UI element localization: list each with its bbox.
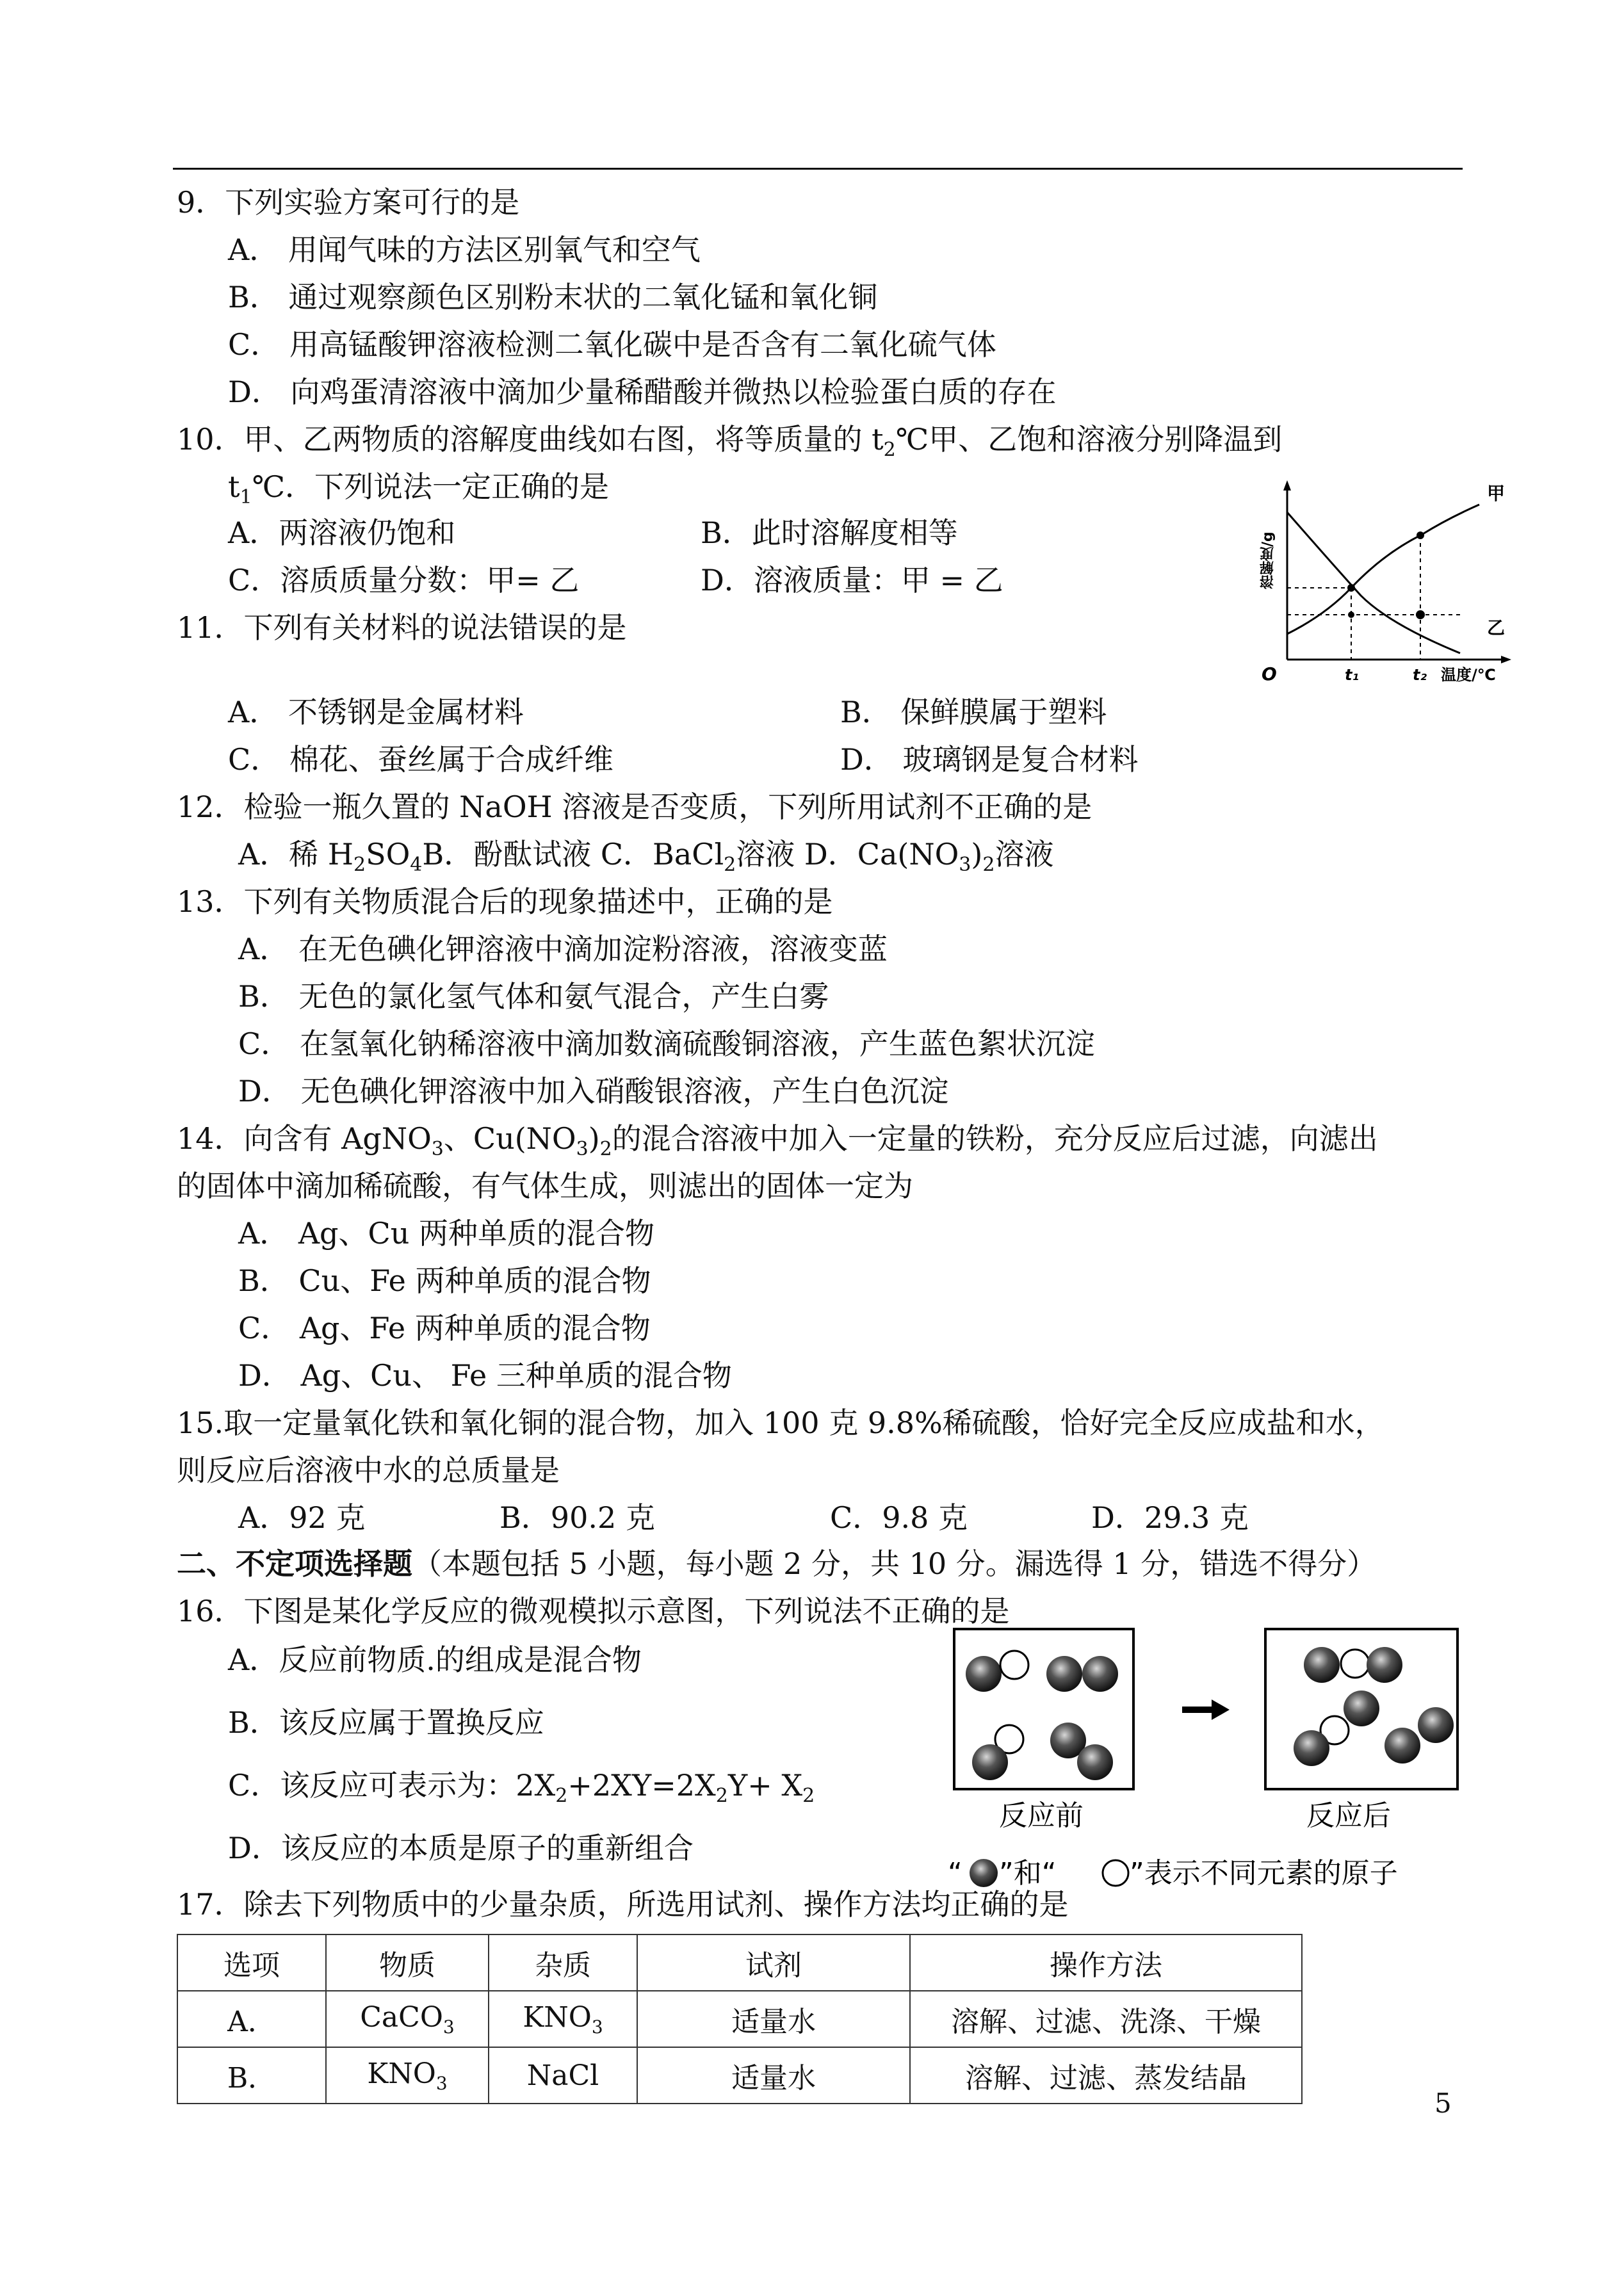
q14-stem: 14．向含有 AgNO$_3$、$Cu(NO_3)_2$的混合溶液中加入一定量的铁粉，充分反应后过滤，向滤出 [177,1121,1378,1161]
legend-open-quote: “ [948,1857,962,1890]
header-rule [173,168,1463,170]
q14-option-b: B． Cu、Fe 两种单质的混合物 [238,1263,651,1298]
row-a-impurity: $KNO_3$ [489,1991,637,2047]
row-b-reagent: 适量水 [637,2047,910,2104]
q12-options: A．稀 $H_2SO_4B$．酚酞试液 C．BaCl$_2$溶液 D．$Ca(NO_3)_2$溶液 [238,837,1054,877]
header-reagent: 试剂 [637,1934,910,1991]
q15-option-a: A．92 克 [238,1500,366,1535]
graph-yi-label: 乙 [1487,617,1506,638]
q15-option-d: D．29.3 克 [1091,1500,1249,1535]
q14-option-d: D． Ag、Cu、 Fe 三种单质的混合物 [238,1358,732,1393]
q11-option-b: B． 保鲜膜属于塑料 [840,695,1107,729]
q11-option-a: A． 不锈钢是金属材料 [228,695,524,729]
graph-t1: t₁ [1345,666,1359,684]
row-b-substance: $KNO_3$ [326,2047,489,2104]
q9-option-a: A． 用闻气味的方法区别氧气和空气 [228,232,701,267]
q12-stem: 12．检验一瓶久置的 NaOH 溶液是否变质，下列所用试剂不正确的是 [177,790,1092,824]
legend-light-atom-icon [1103,1860,1128,1886]
q13-option-b: B． 无色的氯化氢气体和氨气混合，产生白雾 [238,979,829,1014]
q16-option-b: B．该反应属于置换反应 [228,1705,544,1740]
row-a-option: A． [177,1991,326,2047]
table-header-row [177,1934,1302,1991]
header-substance: 物质 [326,1934,489,1991]
legend-middle: ”和“ [999,1857,1057,1890]
q14-stem-line2: 的固体中滴加稀硫酸，有气体生成，则滤出的固体一定为 [177,1169,913,1203]
q17-table [177,1934,1303,2104]
q16-option-a: A．反应前物质.的组成是混合物 [228,1642,642,1677]
q15-option-b: B．90.2 克 [499,1500,655,1535]
q15-stem-line2: 则反应后溶液中水的总质量是 [177,1453,560,1488]
reaction-diagram [948,1620,1473,1902]
q10-option-a: A．两溶液仍饱和 [228,515,456,550]
q9-option-b: B． 通过观察颜色区别粉末状的二氧化锰和氧化铜 [228,280,878,314]
graph-ylabel: 溶解度/g [1260,531,1276,589]
section2-note: （本题包括 5 小题，每小题 2 分，共 10 分。漏选得 1 分，错选不得分） [412,1546,1377,1581]
q17-stem: 17．除去下列物质中的少量杂质，所选用试剂、操作方法均正确的是 [177,1887,1069,1922]
graph-origin: O [1262,663,1277,685]
graph-xlabel: 温度/℃ [1441,666,1496,684]
q16-option-d: D．该反应的本质是原子的重新组合 [228,1831,694,1865]
solubility-graph [1249,474,1518,685]
q10-stem-line2: $t_1℃$．下列说法一定正确的是 [228,469,610,509]
label-after: 反应后 [1306,1799,1391,1832]
legend-text: ”表示不同元素的原子 [1130,1857,1398,1890]
q15-stem: 15.取一定量氧化铁和氧化铜的混合物，加入 100 克 9.8%稀硫酸，恰好完全反应成盐和水， [177,1406,1384,1440]
label-before: 反应前 [999,1799,1084,1832]
header-impurity: 杂质 [489,1934,637,1991]
q16-option-c: C．该反应可表示为：$2X_2+2XY=2X_2Y+ X_2$ [228,1768,815,1808]
legend-dark-atom-icon [970,1859,998,1887]
q9-option-c: C． 用高锰酸钾溶液检测二氧化碳中是否含有二氧化硫气体 [228,327,996,362]
q15-option-c: C．9.8 克 [830,1500,968,1535]
q10-stem: 10．甲、乙两物质的溶解度曲线如右图，将等质量的 $t_2℃$甲、乙饱和溶液分别降温到 [177,422,1283,462]
q10-option-d: D．溶液质量：甲 = 乙 [701,563,1003,597]
table-row [177,2047,1302,2104]
header-method: 操作方法 [910,1934,1302,1991]
section2-heading [177,1545,1376,1583]
q13-option-d: D． 无色碘化钾溶液中加入硝酸银溶液，产生白色沉淀 [238,1074,949,1108]
q11-option-d: D． 玻璃钢是复合材料 [840,742,1139,777]
q11-stem: 11．下列有关材料的说法错误的是 [177,610,627,645]
row-a-method: 溶解、过滤、洗涤、干燥 [910,1991,1302,2047]
graph-t2: t₂ [1413,666,1427,684]
row-a-substance: CaCO$_3$ [326,1991,489,2047]
table-row [177,1991,1302,2047]
q9-option-d: D． 向鸡蛋清溶液中滴加少量稀醋酸并微热以检验蛋白质的存在 [228,375,1057,409]
graph-jia-label: 甲 [1487,483,1506,504]
q10-option-c: C．溶质质量分数：甲= 乙 [228,563,580,597]
q14-option-a: A． Ag、Cu 两种单质的混合物 [238,1216,654,1251]
q9-stem: 9．下列实验方案可行的是 [177,185,520,220]
q13-option-c: C． 在氢氧化钠稀溶液中滴加数滴硫酸铜溶液，产生蓝色絮状沉淀 [238,1026,1095,1061]
q14-option-c: C． Ag、Fe 两种单质的混合物 [238,1311,651,1345]
page-number: 5 [1434,2088,1452,2119]
row-b-option: B． [177,2047,326,2104]
row-a-reagent: 适量水 [637,1991,910,2047]
q13-option-a: A． 在无色碘化钾溶液中滴加淀粉溶液，溶液变蓝 [238,932,888,966]
section2-title: 二、不定项选择题 [177,1546,412,1581]
header-option: 选项 [177,1934,326,1991]
q16-stem: 16．下图是某化学反应的微观模拟示意图，下列说法不正确的是 [177,1594,1010,1628]
row-b-impurity: NaCl [489,2047,637,2104]
q11-option-c: C． 棉花、蚕丝属于合成纤维 [228,742,613,777]
row-b-method: 溶解、过滤、蒸发结晶 [910,2047,1302,2104]
q13-stem: 13．下列有关物质混合后的现象描述中，正确的是 [177,884,833,919]
q10-option-b: B．此时溶解度相等 [701,515,958,550]
